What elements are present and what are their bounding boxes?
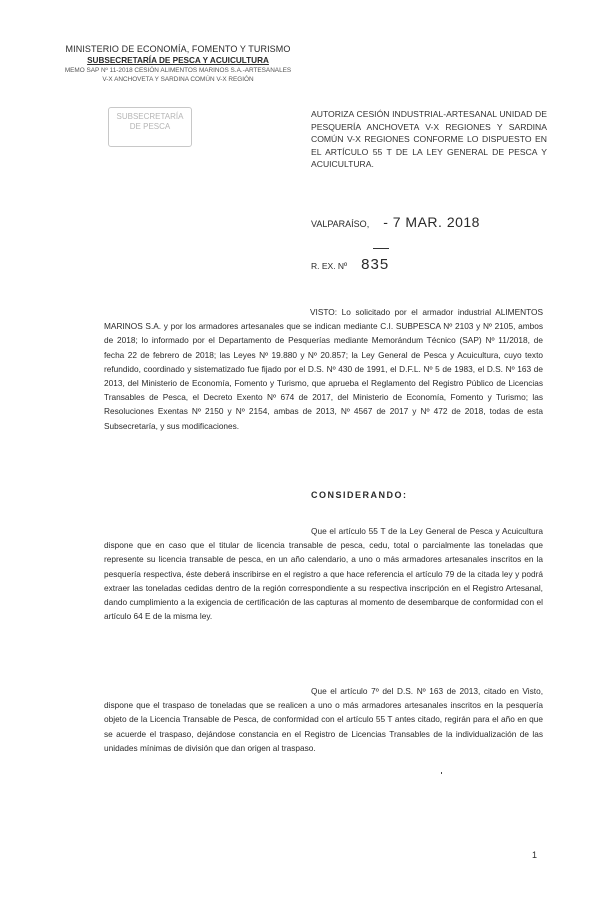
number-overline <box>373 248 389 249</box>
memo-reference-line-1: MEMO SAP Nº 11-2018 CESIÓN ALIMENTOS MARINOS S.A.-ARTESANALES <box>64 67 292 74</box>
resolution-number-field <box>311 256 389 273</box>
resolution-subject: AUTORIZA CESIÓN INDUSTRIAL-ARTESANAL UNIDAD DE PESQUERÍA ANCHOVETA V-X REGIONES Y SARDINA COMÚN V-X REGIONES CONFORME LO DISPUESTO EN EL ARTÍCULO 55 T DE LA LEY GENERAL DE PESCA Y ACUICULTURA. <box>311 109 547 170</box>
resolution-label: R. EX. Nº <box>311 261 348 271</box>
stamp-line-2: DE PESCA <box>129 122 171 131</box>
office-stamp <box>108 107 192 147</box>
letterhead <box>48 44 308 84</box>
considerando-paragraph-1: Que el artículo 55 T de la Ley General de Pesca y Acuicultura dispone que en caso que el titular de licencia transable de pesca, cedu, total o parcialmente las toneladas que represente su licencia transable de pesca, en un año calendario, a uno o más armadores artesanales inscritos en la pesquería respectiva, éste deberá inscribirse en el registro a que hace referencia el artículo 79 de la citada ley y podrá extraer las toneladas cedidas dentro de la región correspondiente a su respectiva inscripción en el Registro Artesanal, dando cumplimiento a la exigencia de certificación de las capturas al momento de desembarque de conformidad con el artículo 64 E de la misma ley. <box>104 526 543 622</box>
ministry-name: MINISTERIO DE ECONOMÍA, FOMENTO Y TURISMO <box>65 44 291 54</box>
considerando-paragraph-2: Que el artículo 7º del D.S. Nº 163 de 2013, citado en Visto, dispone que el traspaso de toneladas que se realicen a uno o más armadores artesanales inscritos en la pesquería objeto de la Licencia Transable de Pesca, de conformidad con el artículo 55 T antes citado, regirán para el año en que se acuerde el traspaso, dejándose constancia en el Registro de Licencias Transables de la individualización de las unidades mínimas de división que dan origen al traspaso. <box>104 686 543 753</box>
date-field <box>311 214 480 230</box>
page-number: 1 <box>532 850 538 860</box>
subsecretaria-name: SUBSECRETARÍA DE PESCA Y ACUICULTURA <box>87 56 269 65</box>
date-label: VALPARAÍSO, <box>311 219 370 229</box>
margin-mark <box>441 772 442 774</box>
stamp-line-1: SUBSECRETARÍA <box>116 112 184 121</box>
considerando-heading: CONSIDERANDO: <box>311 490 408 500</box>
memo-reference-line-2: V-X ANCHOVETA Y SARDINA COMÚN V-X REGIÓN <box>102 76 254 83</box>
date-value: - 7 MAR. 2018 <box>383 214 480 230</box>
visto-paragraph: VISTO: Lo solicitado por el armador industrial ALIMENTOS MARINOS S.A. y por los armadores artesanales que se indican mediante C.I. SUBPESCA Nº 2103 y Nº 2105, ambos de 2018; lo informado por el Departamento de Pesquerías mediante Memorándum Técnico (SAP) Nº 11/2018, de fecha 22 de febrero de 2018; las Leyes Nº 19.880 y Nº 20.857; la Ley General de Pesca y Acuicultura, cuyo texto refundido, coordinado y sistematizado fue fijado por el D.S. Nº 430 de 1991, el D.F.L. Nº 5 de 1983, el D.S. Nº 163 de 2013, del Ministerio de Economía, Fomento y Turismo, que aprueba el Reglamento del Registro Público de Licencias Transables de Pesca, el Decreto Exento Nº 674 de 2017, del Ministerio de Economía, Fomento y Turismo; las Resoluciones Exentas Nº 2150 y Nº 2154, ambas de 2013, Nº 4567 de 2017 y Nº 472 de 2018, todas de esta Subsecretaría, y sus modificaciones. <box>104 307 543 431</box>
resolution-number: 835 <box>361 256 390 273</box>
